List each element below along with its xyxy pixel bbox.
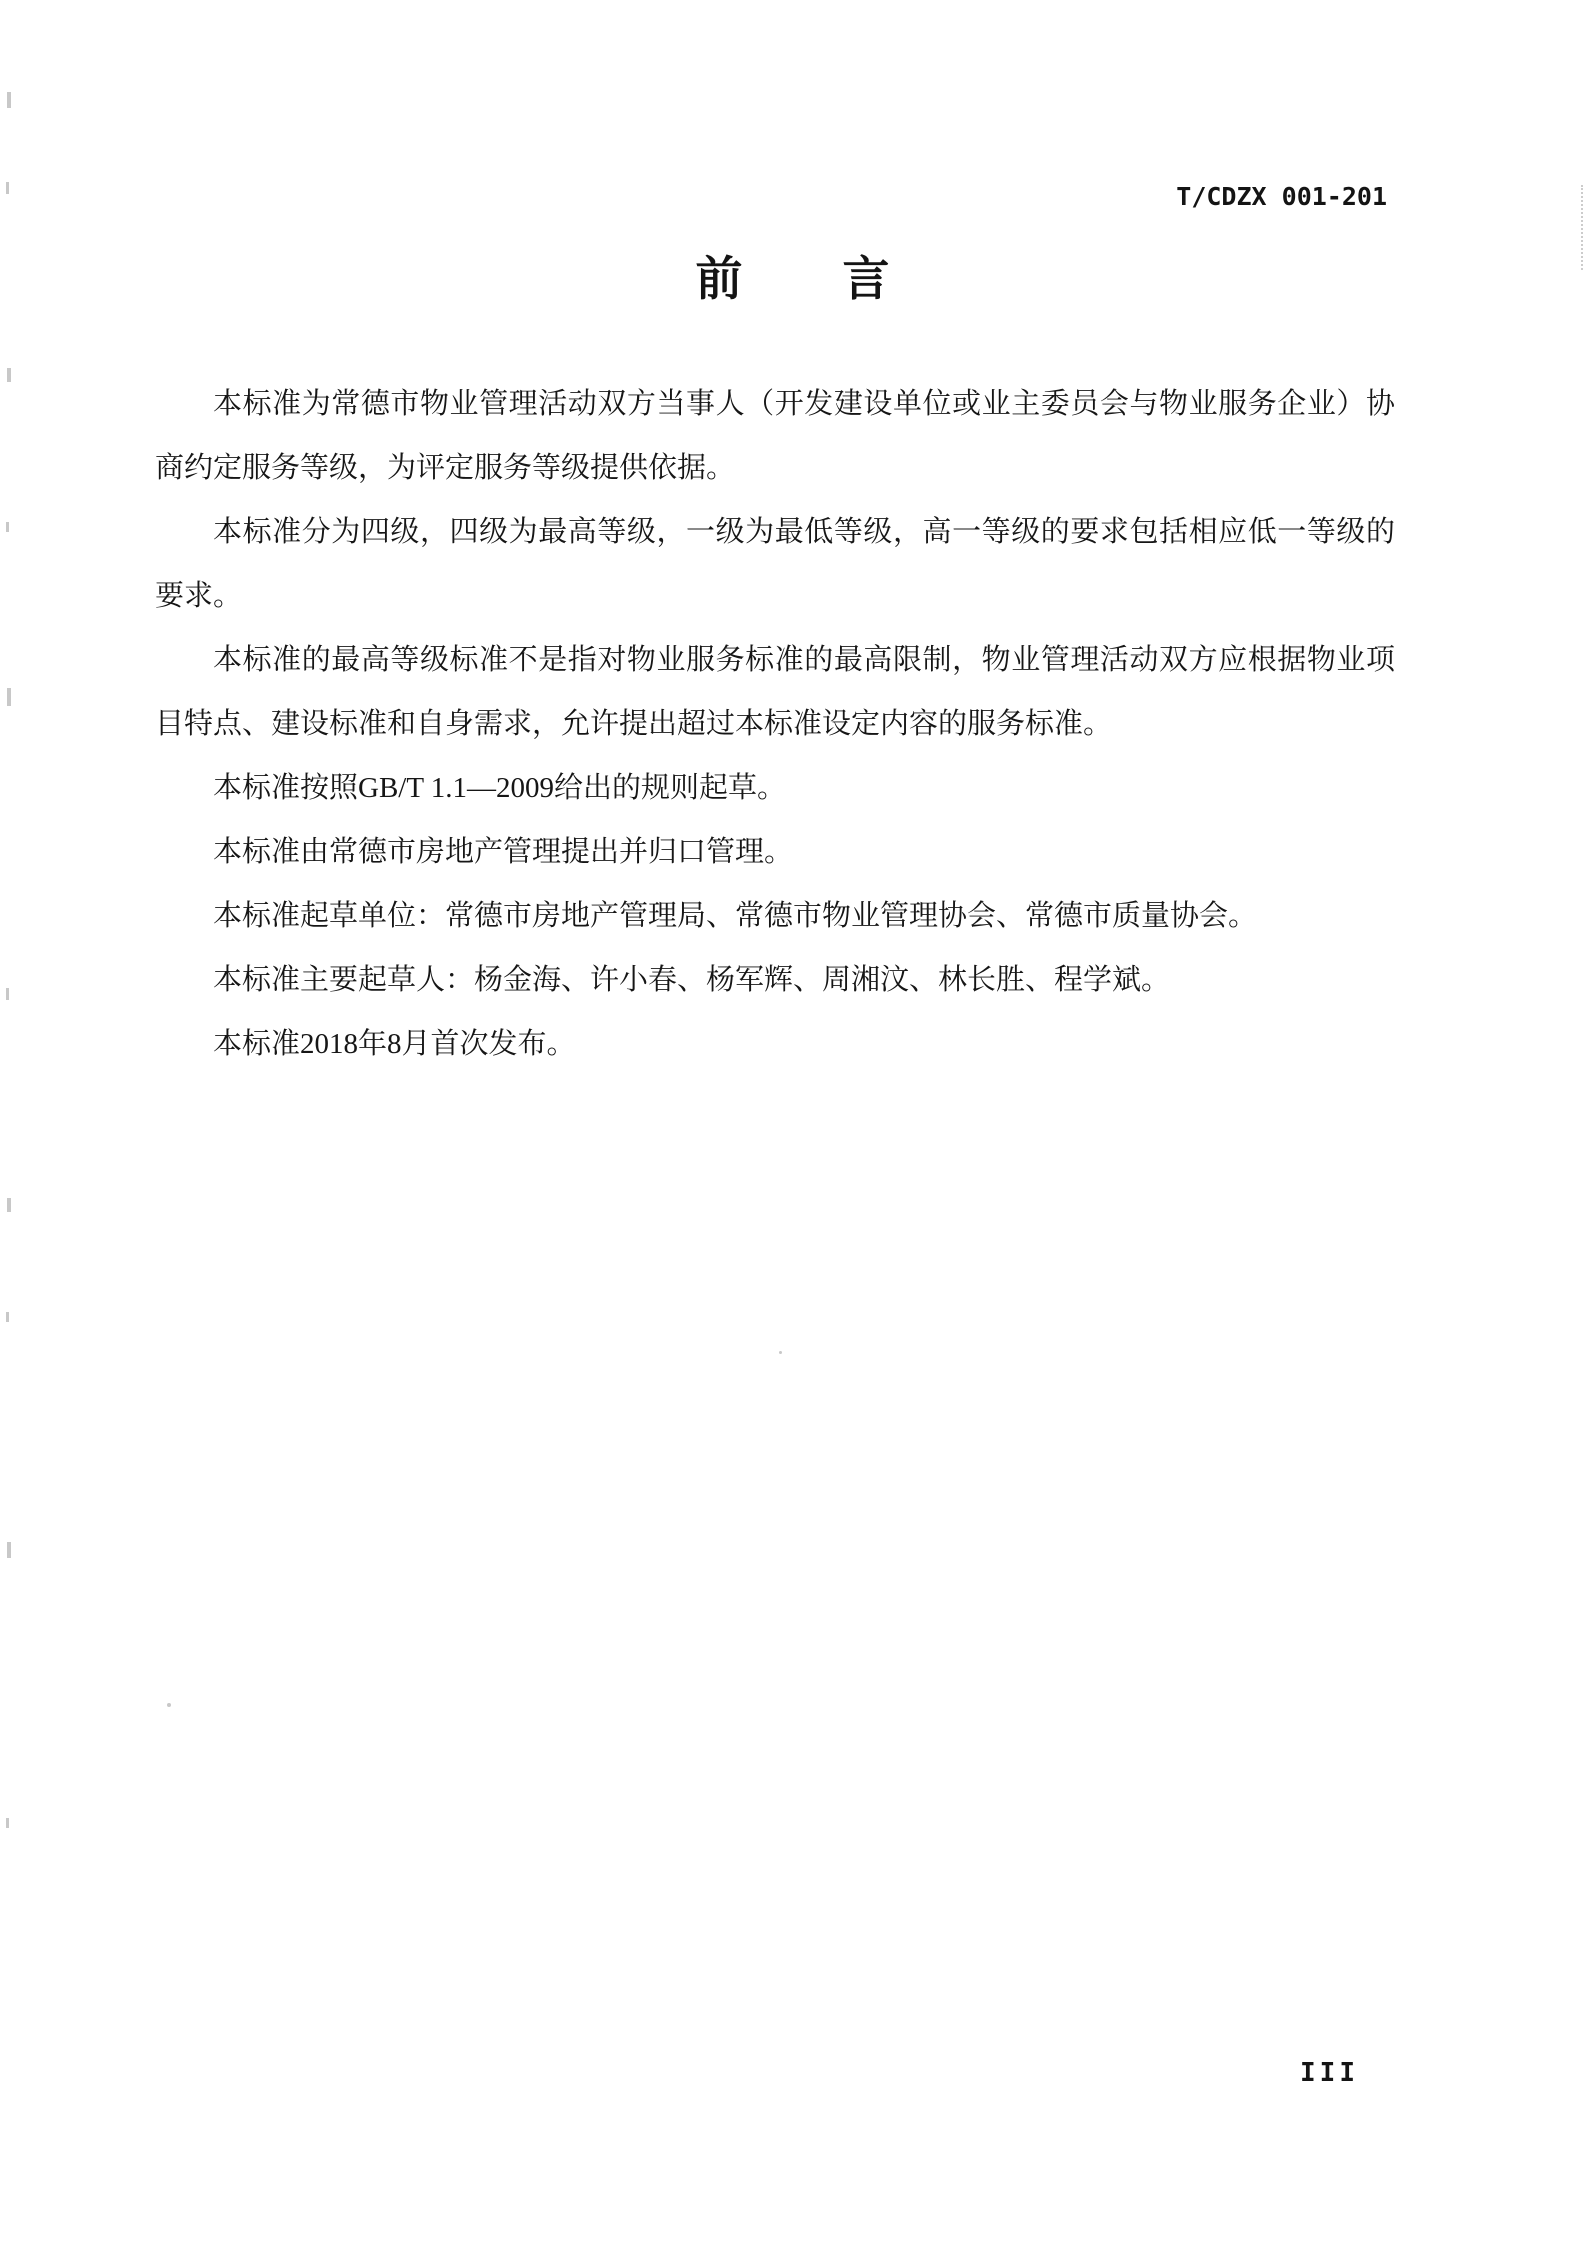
scan-artifact (7, 1198, 11, 1212)
scan-artifact (167, 1703, 171, 1707)
page-number: III (1300, 2058, 1359, 2088)
scan-artifact (6, 988, 9, 1000)
scan-artifact (7, 92, 11, 108)
scan-artifact (7, 1542, 11, 1558)
paragraph-publish-date: 本标准2018年8月首次发布。 (213, 1028, 576, 1060)
paragraph-limits: 本标准的最高等级标准不是指对物业服务标准的最高限制，物业管理活动双方应根据物业项目特点、建设标准和自身需求，允许提出超过本标准设定内容的服务标准。 (155, 644, 1395, 740)
paragraph-drafters: 本标准主要起草人：杨金海、许小春、杨军辉、周湘汶、林长胜、程学斌。 (213, 964, 1171, 996)
paragraph-drafting-rules: 本标准按照GB/T 1.1—2009给出的规则起草。 (213, 772, 787, 804)
scan-artifact (779, 1351, 782, 1354)
paragraph-proposed-by: 本标准由常德市房地产管理提出并归口管理。 (213, 836, 794, 868)
paragraph-scope: 本标准为常德市物业管理活动双方当事人（开发建设单位或业主委员会与物业服务企业）协商约定服务等级，为评定服务等级提供依据。 (155, 388, 1395, 484)
standard-code: T/CDZX 001-201 (1176, 182, 1387, 211)
scan-artifact (7, 368, 11, 382)
scan-artifact (6, 1818, 9, 1828)
scan-artifact (6, 522, 9, 532)
paragraph-drafting-units: 本标准起草单位：常德市房地产管理局、常德市物业管理协会、常德市质量协会。 (213, 900, 1258, 932)
page-title: 前 言 (695, 254, 892, 306)
paragraph-levels: 本标准分为四级，四级为最高等级，一级为最低等级，高一等级的要求包括相应低一等级的要求。 (155, 516, 1395, 612)
scan-artifact (7, 688, 11, 706)
scan-artifact (6, 182, 9, 194)
scan-artifact (6, 1312, 9, 1322)
foreword-body (155, 372, 1395, 1076)
